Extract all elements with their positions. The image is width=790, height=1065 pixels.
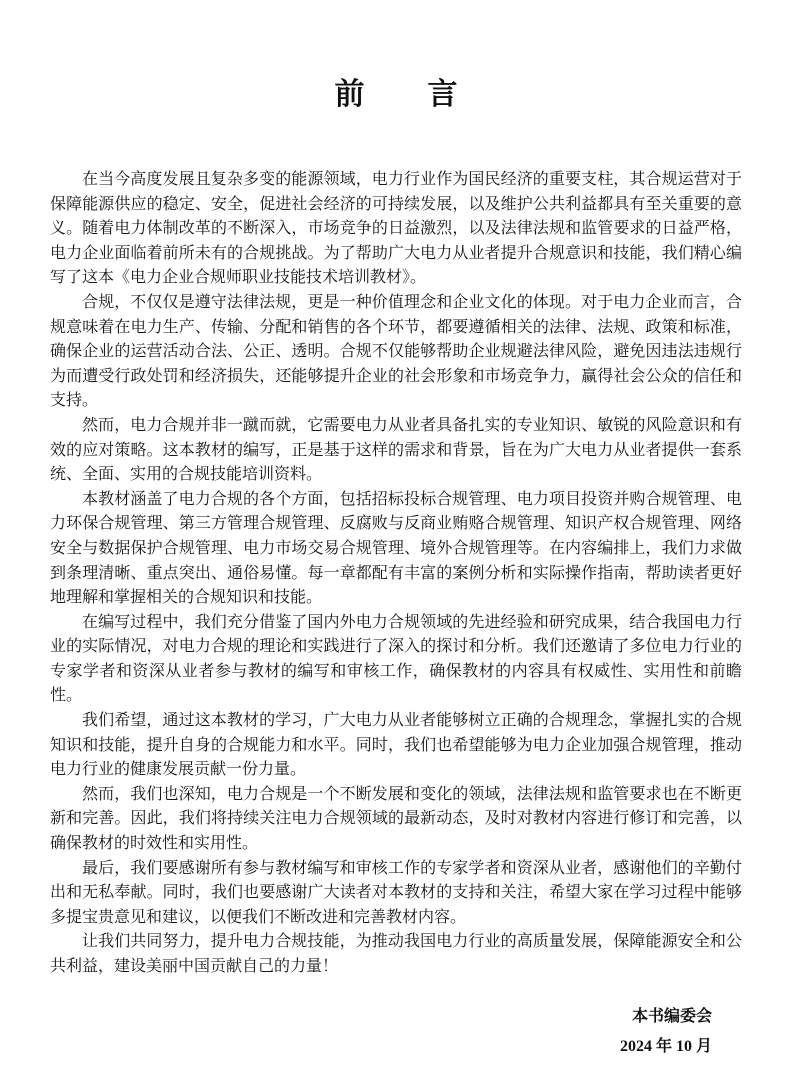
- paragraph-4: 本教材涵盖了电力合规的各个方面，包括招标投标合规管理、电力项目投资并购合规管理、电力环保合规管理、第三方管理合规管理、反腐败与反商业贿赂合规管理、知识产权合规管理、网络安全与数据保护合规管理、电力市场交易合规管理、境外合规管理等。在内容编排上，我们力求做到条理清晰、重点突出、通俗易懂。每一章都配有丰富的案例分析和实际操作指南，帮助读者更好地理解和掌握相关的合规知识和技能。: [50, 490, 742, 607]
- signature-block: [50, 1002, 742, 1062]
- preface-body: [50, 168, 742, 980]
- paragraph-3: 然而，电力合规并非一蹴而就，它需要电力从业者具备扎实的专业知识、敏锐的风险意识和有效的应对策略。这本教材的编写，正是基于这样的需求和背景，旨在为广大电力从业者提供一套系统、全面、实用的合规技能培训资料。: [50, 416, 742, 484]
- paragraph-9: 让我们共同努力，提升电力合规技能，为推动我国电力行业的高质量发展，保障能源安全和公共利益，建设美丽中国贡献自己的力量！: [50, 933, 742, 975]
- paragraph-6: 我们希望，通过这本教材的学习，广大电力从业者能够树立正确的合规理念，掌握扎实的合规知识和技能，提升自身的合规能力和水平。同时，我们也希望能够为电力企业加强合规管理，推动电力行业的健康发展贡献一份力量。: [50, 712, 742, 779]
- paragraph-2: 合规，不仅仅是遵守法律法规，更是一种价值理念和企业文化的体现。对于电力企业而言，合规意味着在电力生产、传输、分配和销售的各个环节，都要遵循相关的法律、法规、政策和标准，确保企业的运营活动合法、公正、透明。合规不仅能够帮助企业规避法律风险，避免因违法违规行为而遭受行政处罚和经济损失，还能够提升企业的社会形象和市场竞争力，赢得社会公众的信任和支持。: [50, 293, 742, 410]
- signature-author: 本书编委会: [631, 1007, 712, 1025]
- paragraph-7: 然而，我们也深知，电力合规是一个不断发展和变化的领域，法律法规和监管要求也在不断更新和完善。因此，我们将持续关注电力合规领域的最新动态，及时对教材内容进行修订和完善，以确保教材的时效性和实用性。: [50, 785, 742, 853]
- signature-date: 2024 年 10 月: [619, 1037, 712, 1055]
- paragraph-8: 最后，我们要感谢所有参与教材编写和审核工作的专家学者和资深从业者，感谢他们的辛勤付出和无私奉献。同时，我们也要感谢广大读者对本教材的支持和关注，希望大家在学习过程中能够多提宝贵意见和建议，以便我们不断改进和完善教材内容。: [50, 859, 742, 926]
- paragraph-5: 在编写过程中，我们充分借鉴了国内外电力合规领域的先进经验和研究成果，结合我国电力行业的实际情况，对电力合规的理论和实践进行了深入的探讨和分析。我们还邀请了多位电力行业的专家学者和资深从业者参与教材的编写和审核工作，确保教材的内容具有权威性、实用性和前瞻性。: [50, 613, 742, 705]
- paragraph-1: 在当今高度发展且复杂多变的能源领域，电力行业作为国民经济的重要支柱，其合规运营对于保障能源供应的稳定、安全，促进社会经济的可持续发展，以及维护公共利益都具有至关重要的意义。随着电力体制改革的不断深入，市场竞争的日益激烈，以及法律法规和监管要求的日益严格，电力企业面临着前所未有的合规挑战。为了帮助广大电力从业者提升合规意识和技能，我们精心编写了这本《电力企业合规师职业技能技术培训教材》。: [50, 171, 742, 287]
- page-title: 前言: [334, 78, 521, 111]
